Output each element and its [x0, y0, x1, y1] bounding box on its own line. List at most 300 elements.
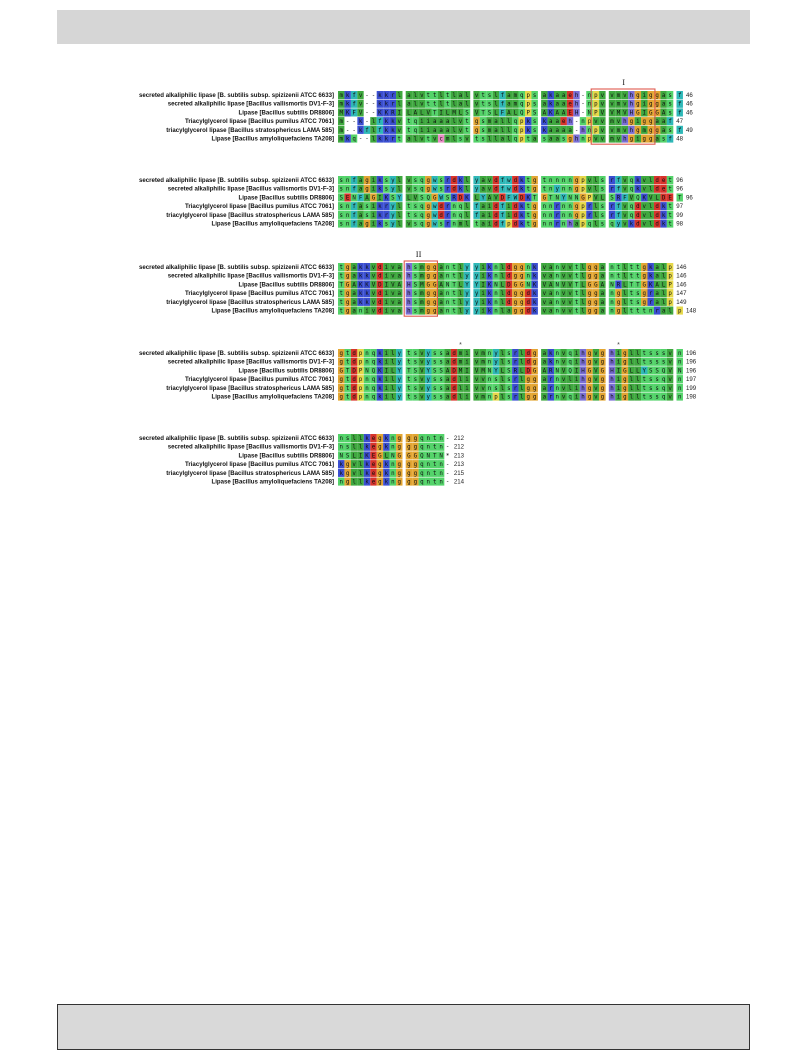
residue-letter: l [581, 308, 585, 315]
residue-letter: v [420, 385, 424, 392]
residue-letter: f [500, 221, 505, 228]
residue-letter: n [555, 359, 559, 366]
residue-letter: p [358, 385, 363, 392]
residue-letter: i [371, 212, 376, 219]
residue-letter: s [648, 351, 653, 357]
sequence-position: 148 [685, 307, 697, 315]
residue-letter: a [549, 273, 553, 280]
residue-letter: t [345, 385, 350, 392]
residue-letter: L [352, 453, 356, 460]
residue-letter: l [465, 93, 469, 99]
residue-letter: g [426, 212, 431, 219]
residue-letter: g [636, 93, 640, 99]
residue-letter: y [391, 178, 395, 184]
residue-letter: g [426, 273, 431, 280]
residue-letter: g [413, 436, 418, 442]
residue-letter: s [636, 299, 640, 306]
residue-letter: k [549, 93, 553, 99]
residue-letter: v [561, 308, 566, 315]
residue-letter: a [481, 212, 485, 219]
residue-letter: H [629, 110, 634, 117]
residue-letter: h [610, 377, 614, 384]
residue-letter: m [339, 127, 343, 134]
residue-letter: i [371, 221, 376, 228]
residue-letter: a [458, 93, 463, 99]
residue-letter: g [426, 221, 431, 228]
residue-letter: a [439, 308, 443, 315]
residue-letter: k [487, 265, 492, 271]
residue-letter: f [352, 212, 356, 219]
residue-letter: g [345, 308, 350, 315]
residue-letter: l [500, 299, 505, 306]
residue-letter: p [581, 204, 585, 211]
residue-letter: K [378, 368, 382, 375]
residue-letter: T [629, 282, 634, 289]
residue-letter: n [581, 136, 585, 143]
residue-letter: n [345, 204, 350, 211]
residue-letter: n [426, 444, 431, 451]
residue-letter: n [561, 186, 566, 193]
residue-letter: I [574, 368, 579, 375]
residue-letter: s [413, 291, 418, 298]
residue-letter: l [648, 186, 653, 193]
residue-letter: G [655, 110, 659, 117]
residue-letter: l [458, 265, 463, 271]
residue-letter: r [513, 394, 518, 401]
residue-letter: t [345, 377, 350, 384]
residue-letter: g [407, 436, 411, 442]
residue-letter: l [568, 377, 572, 384]
residue-letter: F [358, 195, 363, 202]
residue-letter: y [391, 204, 395, 211]
residue-letter: A [600, 282, 605, 289]
residue-letter: Q [420, 453, 424, 460]
residue-letter: k [358, 127, 363, 134]
residue-letter: l [594, 178, 598, 184]
residue-letter: p [358, 394, 363, 401]
residue-letter: k [384, 127, 389, 134]
residue-letter: y [474, 186, 479, 193]
residue-letter: K [549, 110, 553, 117]
residue-letter: h [610, 394, 614, 401]
residue-letter: s [600, 212, 605, 219]
residue-letter: n [365, 359, 369, 366]
residue-letter: s [432, 359, 437, 366]
residue-letter: t [339, 291, 343, 298]
residue-letter: K [365, 282, 369, 289]
sequence-position: 146 [676, 281, 687, 289]
residue-letter: l [581, 265, 585, 271]
residue-letter: V [358, 110, 363, 117]
residue-letter: t [629, 299, 634, 306]
motif-label-i: I [622, 77, 626, 87]
residue-letter: - [581, 101, 585, 108]
sequence-label: triacylglycerol lipase [Bacillus stratosphericus LAMA 585] [166, 211, 334, 219]
residue-letter: q [420, 212, 424, 219]
residue-letter: h [610, 359, 614, 366]
residue-letter: R [391, 110, 395, 117]
residue-letter: p [526, 101, 530, 108]
residue-letter: g [520, 299, 524, 306]
residue-letter: t [474, 221, 479, 228]
residue-letter: s [345, 444, 350, 451]
residue-letter: d [494, 212, 498, 219]
residue-letter: g [532, 377, 537, 384]
residue-letter: F [623, 195, 627, 202]
residue-letter: n [561, 212, 566, 219]
residue-letter: G [581, 195, 585, 202]
residue-letter: a [542, 93, 547, 99]
residue-letter: t [668, 212, 672, 219]
residue-letter: s [494, 385, 498, 392]
residue-letter: l [623, 273, 627, 280]
residue-letter: s [413, 178, 418, 184]
residue-letter: w [432, 212, 437, 219]
residue-letter: l [358, 436, 363, 442]
residue-letter: l [397, 178, 402, 184]
residue-letter: f [677, 93, 682, 99]
residue-letter: s [432, 394, 437, 401]
residue-letter: n [487, 359, 492, 366]
residue-letter: r [610, 178, 614, 184]
residue-letter: f [500, 93, 505, 99]
residue-letter: a [500, 136, 505, 143]
residue-letter: y [426, 385, 431, 392]
residue-letter: A [413, 110, 418, 117]
residue-letter: l [581, 291, 585, 298]
residue-letter: d [378, 308, 382, 315]
residue-letter: s [507, 351, 511, 357]
residue-letter: n [494, 308, 498, 315]
sequence-label: secreted alkaliphilic lipase [Bacillus vallismortis DV1-F-3] [167, 443, 334, 451]
sequence-position: 213 [453, 461, 465, 469]
residue-letter: V [561, 368, 566, 375]
residue-letter: n [426, 479, 431, 486]
residue-letter: t [452, 308, 456, 315]
residue-letter: s [439, 186, 443, 193]
sequence-label: Lipase [Bacillus amyloliquefaciens TA208] [211, 307, 334, 315]
residue-letter: k [549, 359, 553, 366]
residue-letter: m [616, 101, 621, 108]
residue-letter: l [623, 299, 627, 306]
residue-letter: K [358, 282, 363, 289]
residue-letter: a [358, 221, 363, 228]
residue-letter: g [407, 462, 411, 469]
residue-letter: g [642, 273, 647, 280]
residue-letter: F [507, 195, 511, 202]
residue-letter: n [487, 351, 492, 357]
residue-letter: t [574, 265, 579, 271]
residue-letter: l [500, 377, 505, 384]
residue-letter: g [426, 265, 431, 271]
residue-letter: w [507, 186, 511, 193]
residue-letter: v [391, 291, 395, 298]
residue-letter: v [371, 273, 376, 280]
residue-letter: f [500, 212, 505, 219]
residue-letter: r [555, 212, 559, 219]
residue-letter: k [365, 436, 369, 442]
residue-letter: q [420, 221, 424, 228]
residue-letter: v [407, 186, 411, 193]
residue-letter: l [458, 273, 463, 280]
residue-letter: m [642, 127, 647, 134]
residue-letter: s [532, 119, 537, 126]
residue-letter: s [600, 178, 605, 184]
residue-letter: g [648, 127, 653, 134]
residue-letter: l [397, 93, 402, 99]
residue-letter: l [520, 351, 524, 357]
residue-letter: f [352, 178, 356, 184]
residue-letter: n [610, 299, 614, 306]
residue-letter: g [513, 273, 518, 280]
residue-letter: q [371, 377, 376, 384]
residue-letter: y [616, 221, 621, 228]
residue-letter: t [407, 351, 411, 357]
residue-letter: F [500, 110, 505, 117]
sequence-label: secreted alkaliphilic lipase [Bacillus vallismortis DV1-F-3] [167, 272, 334, 280]
residue-letter: f [474, 212, 479, 219]
residue-letter: g [642, 119, 647, 126]
residue-letter: G [345, 282, 350, 289]
residue-letter: l [391, 377, 395, 384]
residue-letter: l [594, 204, 598, 211]
residue-letter: a [555, 119, 559, 126]
residue-letter: h [574, 93, 579, 99]
residue-letter: a [661, 308, 666, 315]
residue-letter: d [526, 308, 530, 315]
residue-letter: V [413, 195, 418, 202]
residue-letter: T [345, 368, 350, 375]
sequence-position: 198 [685, 393, 697, 401]
residue-letter: S [432, 368, 437, 375]
sequence-label: secreted alkaliphilic lipase [B. subtilis subsp. spizizenii ATCC 6633] [138, 92, 334, 99]
residue-letter: q [420, 436, 424, 442]
residue-letter: y [397, 377, 402, 384]
residue-letter: v [594, 351, 598, 357]
residue-letter: R [616, 195, 621, 202]
residue-letter: v [594, 377, 598, 384]
residue-letter: D [520, 195, 524, 202]
residue-letter: K [384, 110, 389, 117]
residue-letter: v [358, 101, 363, 108]
residue-letter: I [465, 368, 469, 375]
residue-letter: v [407, 221, 411, 228]
residue-letter: n [568, 204, 572, 211]
residue-letter: g [532, 221, 537, 228]
residue-letter: G [636, 110, 640, 117]
residue-letter: a [555, 101, 559, 108]
residue-letter: S [507, 368, 511, 375]
residue-letter: k [636, 186, 640, 193]
residue-letter: g [407, 479, 411, 486]
residue-letter: t [526, 136, 530, 143]
residue-letter: h [629, 127, 634, 134]
residue-letter: g [655, 101, 659, 108]
residue-letter: H [610, 368, 614, 375]
residue-letter: h [629, 93, 634, 99]
residue-letter: v [616, 136, 621, 143]
residue-letter: t [668, 178, 672, 184]
residue-letter: m [420, 273, 424, 280]
residue-letter: p [581, 212, 585, 219]
residue-letter: T [636, 282, 640, 289]
residue-letter: k [378, 394, 382, 401]
residue-letter: y [474, 265, 479, 271]
residue-letter: v [561, 291, 566, 298]
residue-letter: n [487, 385, 492, 392]
residue-letter: q [513, 119, 518, 126]
residue-letter: r [384, 204, 389, 211]
residue-letter: n [542, 204, 547, 211]
residue-letter: f [616, 186, 621, 193]
residue-letter: l [452, 101, 456, 108]
residue-letter: g [365, 221, 369, 228]
residue-letter: i [636, 119, 640, 126]
residue-letter: v [371, 299, 376, 306]
residue-letter: s [600, 186, 605, 193]
residue-letter: a [494, 127, 498, 134]
residue-letter: R [616, 282, 621, 289]
residue-letter: f [500, 101, 505, 108]
sequence-label: Triacylglycerol lipase [Bacillus pumilus ATCC 7061] [184, 203, 334, 211]
residue-letter: h [623, 119, 627, 126]
residue-letter: g [413, 444, 418, 451]
residue-letter: p [581, 186, 585, 193]
residue-letter: p [581, 178, 585, 184]
residue-letter: h [407, 308, 411, 315]
residue-letter: - [445, 462, 450, 469]
residue-letter: Q [568, 368, 572, 375]
residue-letter: t [668, 204, 672, 211]
residue-letter: q [413, 119, 418, 126]
residue-letter: k [549, 101, 553, 108]
residue-letter: m [420, 291, 424, 298]
residue-letter: g [345, 291, 350, 298]
residue-letter: n [452, 204, 456, 211]
residue-letter: w [432, 204, 437, 211]
residue-letter: v [610, 93, 614, 99]
residue-letter: W [513, 195, 518, 202]
residue-letter: g [513, 308, 518, 315]
residue-letter: N [445, 282, 450, 289]
residue-letter: L [581, 282, 585, 289]
residue-letter: S [413, 368, 418, 375]
residue-letter: t [407, 212, 411, 219]
residue-letter: k [378, 204, 382, 211]
residue-letter: N [574, 195, 579, 202]
residue-letter: I [642, 110, 647, 117]
residue-letter: S [420, 195, 424, 202]
residue-letter: n [555, 351, 559, 357]
residue-letter: i [616, 351, 621, 357]
residue-letter: d [513, 204, 518, 211]
residue-letter: a [507, 93, 511, 99]
residue-letter: l [648, 204, 653, 211]
residue-letter: l [661, 265, 666, 271]
residue-letter: i [384, 273, 389, 280]
residue-letter: v [561, 299, 566, 306]
residue-letter: k [378, 221, 382, 228]
residue-letter: g [648, 101, 653, 108]
residue-letter: y [391, 221, 395, 228]
sequence-position: 196 [685, 350, 697, 357]
residue-letter: f [352, 204, 356, 211]
residue-letter: d [507, 299, 511, 306]
residue-letter: v [465, 136, 469, 143]
residue-letter: s [668, 93, 672, 99]
residue-letter: T [432, 110, 437, 117]
residue-letter: G [413, 453, 418, 460]
residue-letter: g [520, 291, 524, 298]
sequence-label: secreted alkaliphilic lipase [Bacillus vallismortis DV1-F-3] [167, 185, 334, 193]
residue-letter: s [413, 265, 418, 271]
residue-letter: l [581, 273, 585, 280]
residue-letter: w [432, 221, 437, 228]
residue-letter: - [445, 436, 450, 442]
residue-letter: q [420, 479, 424, 486]
residue-letter: Q [520, 110, 524, 117]
residue-letter: a [549, 119, 553, 126]
residue-letter: v [668, 394, 672, 401]
residue-letter: D [661, 195, 666, 202]
residue-letter: y [465, 308, 469, 315]
residue-letter: v [561, 394, 566, 401]
residue-letter: v [481, 385, 485, 392]
residue-letter: d [655, 212, 659, 219]
residue-letter: l [636, 385, 640, 392]
residue-letter: n [426, 436, 431, 442]
residue-letter: N [526, 282, 530, 289]
residue-letter: - [371, 110, 376, 117]
residue-letter: n [555, 265, 559, 271]
residue-letter: k [378, 136, 382, 143]
residue-letter: m [339, 119, 343, 126]
residue-letter: g [532, 178, 537, 184]
residue-letter: l [397, 212, 402, 219]
residue-letter: k [520, 221, 524, 228]
residue-letter: a [358, 186, 363, 193]
residue-letter: l [661, 299, 666, 306]
residue-letter: s [561, 136, 566, 143]
residue-letter: v [561, 377, 566, 384]
residue-letter: s [655, 351, 659, 357]
residue-letter: m [458, 221, 463, 228]
residue-letter: n [365, 351, 369, 357]
residue-letter: t [574, 273, 579, 280]
residue-letter: v [587, 186, 592, 193]
residue-letter: t [345, 359, 350, 366]
residue-letter: g [532, 351, 537, 357]
residue-letter: A [542, 110, 547, 117]
residue-letter: t [407, 204, 411, 211]
residue-letter: v [587, 178, 592, 184]
residue-letter: Y [481, 195, 485, 202]
residue-letter: t [481, 93, 485, 99]
residue-letter: i [384, 299, 389, 306]
residue-letter: v [568, 308, 572, 315]
residue-letter: k [520, 178, 524, 184]
residue-letter: L [407, 110, 411, 117]
residue-letter: n [549, 204, 553, 211]
residue-letter: g [426, 186, 431, 193]
residue-letter: G [587, 368, 592, 375]
residue-letter: k [532, 299, 537, 306]
residue-letter: i [574, 394, 579, 401]
residue-letter: g [587, 308, 592, 315]
residue-letter: V [474, 368, 479, 375]
residue-letter: g [648, 93, 653, 99]
residue-letter: n [568, 186, 572, 193]
